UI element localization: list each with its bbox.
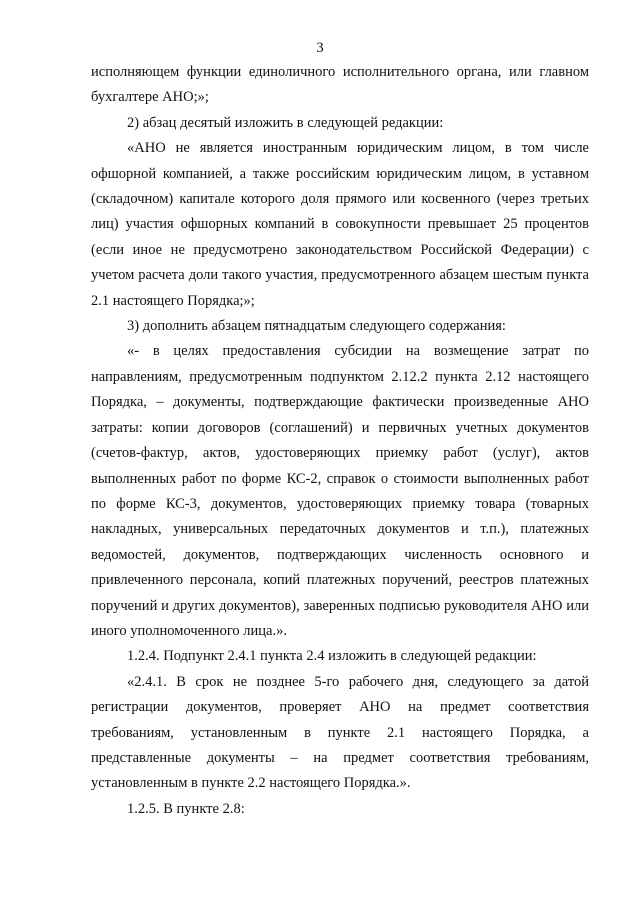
paragraph-3: «АНО не является иностранным юридическим лицом, в том числе офшорной компанией, а также российским юридическим лицом, в уставном (складочном) капитале которого доля прямого или косвенного (через третьих лиц) участия офшорных компаний в совокупности превышает 25 процентов (если иное не предусмотрено законодательством Российской Федерации) с учетом расчета доли такого участия, предусмотренного абзацем шестым пункта 2.1 настоящего Порядка;»; [91, 140, 589, 309]
paragraph-2: 2) абзац десятый изложить в следующей редакции: [127, 114, 444, 131]
paragraph-5: «- в целях предоставления субсидии на возмещение затрат по направлениям, предусмотренным подпунктом 2.12.2 пункта 2.12 настоящего Порядка, – документы, подтверждающие фактически произведенные АНО затраты: копии договоров (соглашений) и первичных учетных документов (счетов-фактур, актов, удостоверяющих приемку работ (услуг), актов выполненных работ по форме КС-2, справок о стоимости выполненных работ по форме КС-3, документов, удостоверяющих приемку товара (товарных накладных, универсальных передаточных документов и т.п.), платежных ведомостей, документов, подтверждающих численность основного и привлеченного персонала, копий платежных поручений, реестров платежных поручений и других документов), заверенных подписью руководителя АНО или иного уполномоченного лица.». [91, 343, 589, 639]
paragraph-4: 3) дополнить абзацем пятнадцатым следующего содержания: [127, 318, 506, 335]
paragraph-8: 1.2.5. В пункте 2.8: [127, 800, 245, 817]
paragraph-7: «2.4.1. В срок не позднее 5-го рабочего дня, следующего за датой регистрации документов, проверяет АНО на предмет соответствия требованиям, установленным в пункте 2.1 настоящего Порядка, а представленные документы – на предмет соответствия требованиям, установленным в пункте 2.2 настоящего Порядка.». [91, 673, 589, 792]
page-number: 3 [316, 40, 324, 56]
paragraph-1: исполняющем функции единоличного исполнительного органа, или главном бухгалтере АНО;»; [91, 64, 589, 106]
document-body [91, 60, 589, 822]
paragraph-6: 1.2.4. Подпункт 2.4.1 пункта 2.4 изложить в следующей редакции: [127, 648, 537, 665]
